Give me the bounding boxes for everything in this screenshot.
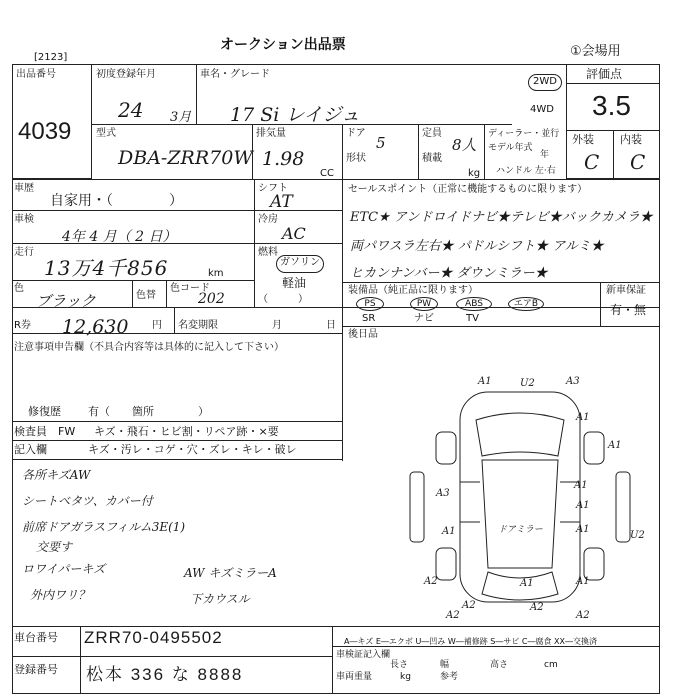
recycle-label: R券 (14, 320, 31, 331)
mark-bumper-rr: A2 (530, 602, 544, 613)
ac-label: 冷房 (258, 214, 278, 225)
color-value: ブラック (36, 292, 96, 310)
equip-ps: PS (356, 297, 384, 311)
grade-label: 評価点 (586, 67, 623, 81)
type-label: 型式 (96, 128, 116, 139)
remark-6: 外内ワリ？ (30, 588, 91, 602)
mark-mirror: ドアミラー (498, 525, 543, 535)
sale-point-line-2: 両パワスラ左右★ パドルシフト★ アルミ★ (350, 239, 604, 254)
model-year-label: モデル年式 (488, 143, 533, 153)
color-label: 色 (14, 283, 24, 294)
doc-code: [2123] (34, 52, 68, 63)
displacement-value: 1.98 (262, 148, 305, 170)
form-title: オークション出品票 (220, 37, 346, 53)
repair-history-value: 有（ 箇所 ） (88, 405, 209, 418)
usage-label: 車歴 (14, 183, 34, 194)
height-label: 高さ (490, 660, 509, 670)
plate-label: 登録番号 (14, 663, 58, 676)
record-label: 記入欄 (14, 443, 47, 456)
equipment-label: 装備品（純正品に限ります） (348, 285, 478, 296)
fw-label: FW (58, 425, 76, 438)
plate-value: 松本 336 な 8888 (86, 665, 244, 684)
mark-bumper-rl: A2 (462, 600, 476, 611)
wheel-front-left (436, 432, 456, 464)
remark-right-2: 下カウスル (190, 592, 250, 606)
shift-label: シフト (258, 183, 288, 194)
cm-unit: cm (544, 660, 558, 670)
mark-fender-right: A1 (576, 412, 590, 423)
side-left (410, 472, 424, 542)
load-unit: kg (468, 168, 481, 179)
deadline-day: 日 (326, 320, 336, 331)
registration-year: 24 (118, 98, 144, 122)
inspection-value: 4年 4 月（ 2 日） (62, 229, 177, 245)
mark-door-l2: A1 (442, 526, 456, 537)
cc-unit: CC (320, 168, 334, 179)
wheel-rear-left (436, 548, 456, 580)
km-unit: km (208, 268, 224, 279)
mark-front-center: U2 (520, 378, 535, 389)
capacity-value: 8人 (452, 136, 477, 154)
mileage-value: 13万4千856 (44, 256, 169, 280)
load-label: 積載 (422, 153, 442, 164)
lot-label: 出品番号 (16, 69, 56, 80)
mark-door-l1: A3 (436, 488, 450, 499)
inspector-legend-2: キズ・汚レ・コゲ・穴・ズレ・キレ・破レ (88, 443, 297, 456)
damage-legend: A―キズ E―エクボ U―凹み W―補修跡 S―サビ C―腐食 XX―交換済 (344, 637, 598, 646)
length-label: 長さ (390, 660, 409, 670)
deadline-month: 月 (272, 320, 282, 331)
roof (482, 460, 558, 568)
mark-rear-center: A1 (520, 578, 534, 589)
mileage-label: 走行 (14, 247, 34, 258)
usage-value: 自家用・（ ） (50, 193, 183, 209)
color-code-label: 色コード (170, 283, 210, 294)
exterior-label: 外装 (572, 133, 594, 146)
interior-label: 内装 (620, 133, 642, 146)
doors-label: ドア (346, 128, 366, 139)
fuel-label: 燃料 (258, 247, 278, 258)
mark-rear-left: A2 (424, 576, 438, 587)
chassis-value: ZRR70-0495502 (84, 628, 223, 647)
doors-value: 5 (376, 134, 386, 152)
shift-value: AT (270, 192, 293, 212)
deadline-label: 名変期限 (178, 320, 218, 331)
mark-front-left: A1 (478, 376, 492, 387)
inspection-label: 車検 (14, 214, 34, 225)
grade-value: 3.5 (592, 90, 631, 121)
model-grade: 17 Si レイジュ (230, 104, 361, 126)
dealer-label: ディーラー・並行 (488, 129, 560, 139)
mark-wheel-fr: A1 (608, 440, 622, 451)
repair-history-label: 修復歴 (28, 405, 61, 418)
mark-quarter-rr: A1 (576, 576, 590, 587)
remark-4: 交要す (36, 540, 73, 554)
reference-label: 参考 (440, 672, 459, 682)
registration-month: 3月 (170, 110, 192, 125)
vehicle-cert-label: 車検証記入欄 (336, 650, 391, 660)
weight-label: 車両重量 (336, 672, 373, 682)
wheel-front-right (584, 432, 604, 464)
color-change-label: 色替 (136, 290, 156, 301)
mark-door-r1: A1 (574, 480, 588, 491)
remark-right-1: AW キズミラーA (184, 566, 277, 580)
remark-1: 各所キズAW (22, 468, 91, 482)
equip-navi: ナビ (414, 313, 434, 324)
mark-rear-outer-right: A2 (576, 610, 590, 621)
drive-2wd: 2WD (528, 74, 562, 91)
interior-grade: C (630, 150, 646, 174)
new-car-warranty-label: 新車保証 (606, 285, 646, 296)
shape-label: 形状 (346, 153, 366, 164)
displacement-label: 排気量 (256, 128, 286, 139)
ac-value: AC (282, 224, 306, 243)
recycle-value: 12,630 (62, 316, 129, 338)
mark-front-right: A3 (566, 376, 580, 387)
model-grade-label: 車名・グレード (200, 69, 270, 80)
mark-door-r3: A1 (576, 524, 590, 535)
windshield (476, 413, 564, 456)
car-damage-diagram (380, 372, 660, 622)
recycle-yen: 円 (152, 320, 162, 331)
remark-2: シートベタツ、カバー付 (22, 494, 153, 508)
remark-5: ロワイパーキズ (22, 562, 106, 576)
mark-door-r2: A1 (576, 500, 590, 511)
color-code: 202 (198, 291, 225, 307)
lot-number: 4039 (18, 118, 72, 145)
equip-tv: TV (466, 313, 479, 324)
notes-label: 注意事項申告欄（不具合内容等は具体的に記入して下さい） (14, 342, 284, 353)
drive-4wd: 4WD (530, 104, 554, 115)
mark-rear-outer-left: A2 (446, 610, 460, 621)
fuel-petrol: ガソリン (276, 255, 324, 273)
model-year-unit: 年 (540, 150, 550, 160)
fuel-paren: （ ） (258, 294, 308, 305)
car-body-outline (460, 392, 580, 602)
aftermarket-label: 後日品 (348, 329, 378, 340)
exterior-grade: C (584, 150, 600, 174)
equip-sr: SR (362, 313, 376, 324)
inspector-label: 検査員 (14, 425, 47, 438)
venue-copy: ①会場用 (570, 44, 621, 59)
sale-points-label: セールスポイント（正常に機能するものに限ります） (348, 184, 588, 195)
handle-label: ハンドル 左·右 (496, 166, 556, 176)
registration-label: 初度登録年月 (96, 69, 156, 80)
type-value: DBA-ZRR70W (118, 147, 253, 169)
inspector-legend-1: キズ・飛石・ヒビ割・リペア跡・×要 (94, 425, 279, 438)
sale-point-line-3: ヒカンナンバー★ ダウンミラー★ (350, 266, 548, 281)
sale-point-line-1: ETC★ アンドロイドナビ★テレビ★バックカメラ★ (350, 210, 653, 225)
fuel-diesel: 軽油 (282, 276, 307, 290)
width-label: 幅 (440, 660, 450, 670)
remark-3: 前席ドアガラスフィルム3E(1) (22, 520, 186, 534)
mark-side-right: U2 (630, 530, 645, 541)
kg-unit: kg (400, 672, 411, 682)
side-right (616, 472, 630, 542)
capacity-label: 定員 (422, 128, 442, 139)
new-car-warranty-value: 有・無 (610, 303, 647, 317)
equip-abs: ABS (456, 297, 492, 311)
equip-pw: PW (410, 297, 438, 311)
chassis-label: 車台番号 (14, 631, 58, 644)
equip-airbag: エアB (508, 297, 544, 311)
